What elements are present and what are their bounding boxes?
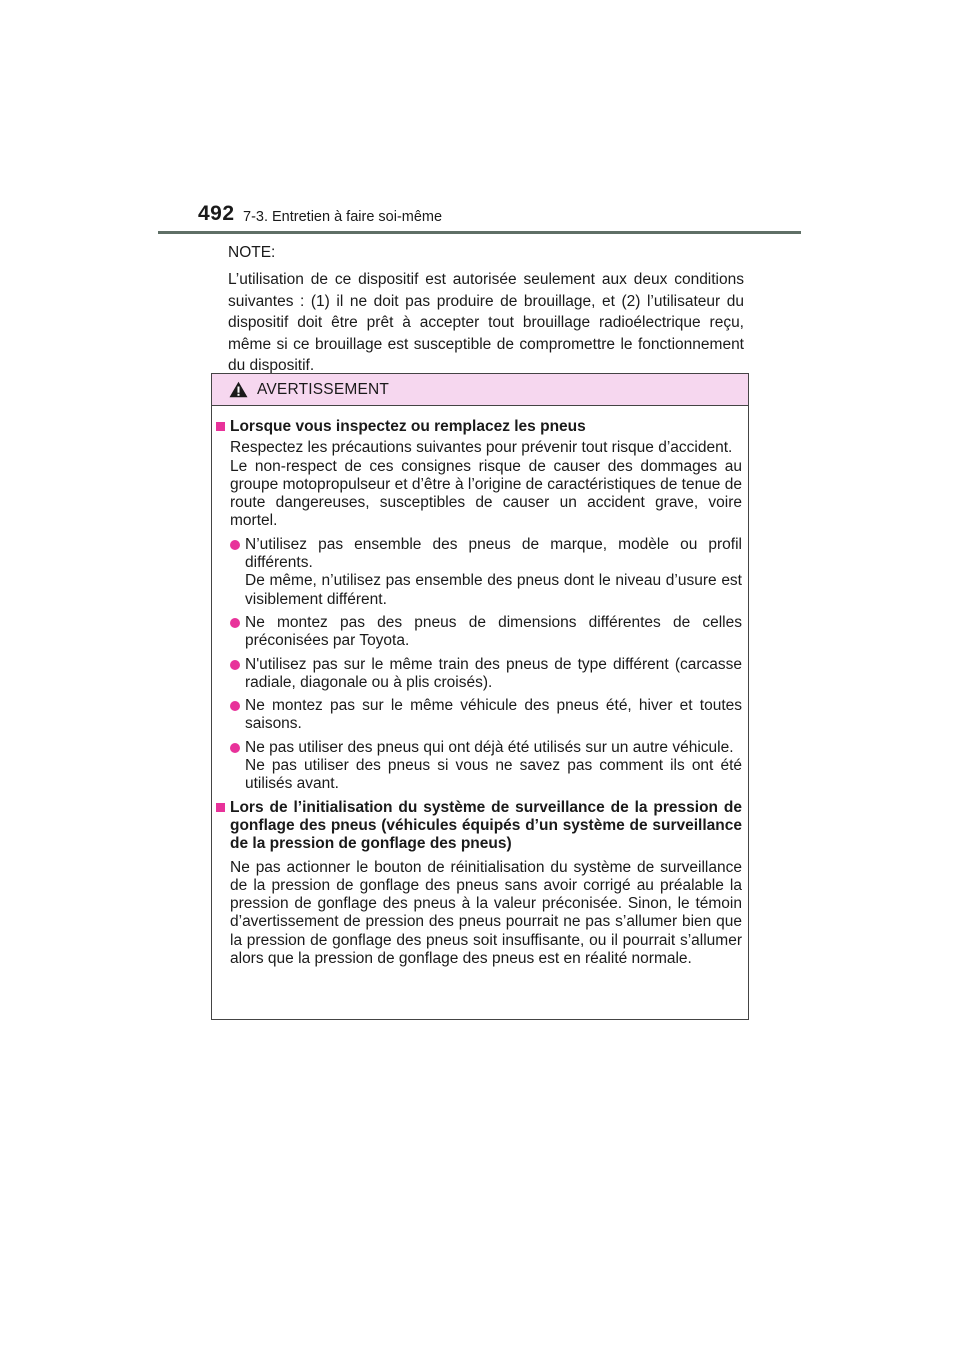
square-bullet-icon bbox=[216, 803, 225, 812]
bullet-line: Ne pas utiliser des pneus qui ont déjà été utilisés sur un autre véhicule. bbox=[245, 738, 734, 756]
warning-title: AVERTISSEMENT bbox=[257, 380, 390, 398]
topic-paragraph: Le non-respect de ces consignes risque de causer des dommages au groupe motopropulseur et d’être à l’origine de caractéristiques de tenue de route dangereuses, susceptibles de causer un accident grave, voire mortel. bbox=[230, 457, 742, 530]
round-bullet-icon bbox=[230, 618, 240, 628]
note-heading: NOTE: bbox=[228, 244, 276, 261]
topic-heading bbox=[216, 799, 742, 854]
round-bullet-icon bbox=[230, 540, 240, 550]
bullet-line: De même, n’utilisez pas ensemble des pneus dont le niveau d’usure est visiblement différent. bbox=[245, 572, 742, 608]
bullet-line: N’utilisez pas ensemble des pneus de marque, modèle ou profil différents. bbox=[245, 535, 742, 572]
topic-paragraph: Respectez les précautions suivantes pour prévenir tout risque d’accident. bbox=[230, 439, 733, 457]
list-item bbox=[216, 536, 742, 609]
topic-heading-text: Lors de l’initialisation du système de surveillance de la pression de gonflage des pneus (véhicules équipés d’un système de surveillance de la pression de gonflage des pneus) bbox=[230, 798, 742, 853]
topic-heading-text: Lorsque vous inspectez ou remplacez les pneus bbox=[230, 418, 586, 435]
bullet-line: Ne montez pas des pneus de dimensions différentes de celles préconisées par Toyota. bbox=[245, 613, 742, 650]
warning-body bbox=[212, 406, 748, 968]
topic-text bbox=[230, 859, 742, 969]
bullet-text bbox=[245, 656, 742, 693]
topic-heading bbox=[216, 418, 742, 436]
bullet-list bbox=[216, 536, 742, 794]
warning-header bbox=[212, 374, 748, 406]
list-item bbox=[216, 614, 742, 651]
round-bullet-icon bbox=[230, 701, 240, 711]
topic-paragraph: Ne pas actionner le bouton de réinitialisation du système de surveillance de la pression de gonflage des pneus sans avoir corrigé au préalable la pression de gonflage des pneus à la valeur préconisée. Sinon, le témoin d’avertissement de pression des pneus pourrait ne pas s’allumer bien que la pression de gonflage des pneus soit insuffisante, ou il pourrait s’allumer alors que la pression de gonflage des pneus est en réalité normale. bbox=[230, 858, 742, 968]
list-item bbox=[216, 656, 742, 693]
note-block bbox=[228, 242, 744, 376]
topic-text bbox=[230, 439, 742, 530]
list-item bbox=[216, 697, 742, 734]
note-body: L’utilisation de ce dispositif est autorisée seulement aux deux conditions suivantes : (1) il ne doit pas produire de brouillage, et (2) l’utilisateur du dispositif doit être prêt à accepter tout brouillage radioélectrique reçu, même si ce brouillage est susceptible de compromettre le fonctionnement du dispositif. bbox=[228, 271, 744, 375]
bullet-text bbox=[245, 739, 742, 794]
page-number: 492 bbox=[198, 202, 235, 225]
bullet-line: Ne montez pas sur le même véhicule des pneus été, hiver et toutes saisons. bbox=[245, 697, 742, 733]
warning-triangle-icon bbox=[229, 381, 248, 398]
bullet-line: N'utilisez pas sur le même train des pneus de type différent (carcasse radiale, diagonale ou à plis croisés). bbox=[245, 655, 742, 691]
round-bullet-icon bbox=[230, 743, 240, 753]
topic-tire-inspection bbox=[216, 418, 742, 794]
list-item bbox=[216, 739, 742, 794]
header-rule bbox=[158, 231, 801, 234]
bullet-text bbox=[245, 614, 742, 651]
bullet-line: Ne pas utiliser des pneus si vous ne savez pas comment ils ont été utilisés avant. bbox=[245, 757, 742, 793]
warning-box bbox=[211, 373, 749, 1020]
section-title: 7-3. Entretien à faire soi-même bbox=[243, 209, 443, 225]
bullet-text bbox=[245, 536, 742, 609]
round-bullet-icon bbox=[230, 660, 240, 670]
topic-tpms-initialization bbox=[216, 799, 742, 969]
bullet-text bbox=[245, 697, 742, 734]
square-bullet-icon bbox=[216, 422, 225, 431]
